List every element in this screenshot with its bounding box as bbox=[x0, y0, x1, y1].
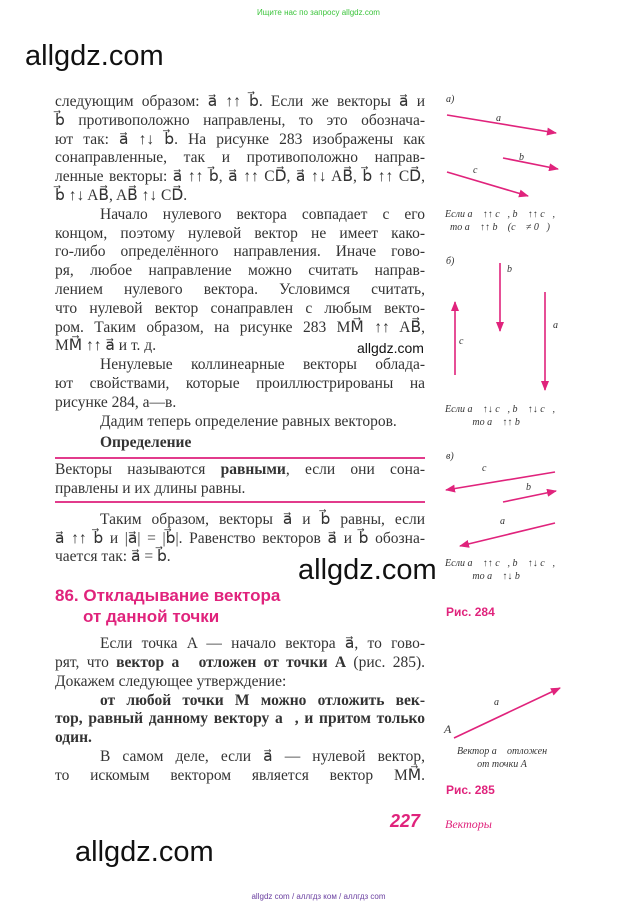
vector-label: c⃗ bbox=[459, 336, 472, 347]
text-line: Если точка A — начало вектора a⃗, то гово- bbox=[100, 635, 425, 653]
text: Векторы называются bbox=[55, 461, 221, 479]
definition-title: Определение bbox=[100, 434, 192, 452]
text-line: b⃗ противоположно направлены, то это обознача- bbox=[55, 111, 425, 129]
bold-term: вектор a⃗ отложен от точки A bbox=[116, 653, 347, 671]
text-line: рисунке 284, а—в. bbox=[55, 393, 177, 411]
text-line: концом, поэтому нулевой вектор не имеет како- bbox=[55, 224, 425, 242]
text-line: следующим образом: a⃗ ↑↑ b⃗. Если же векторы a⃗ и bbox=[55, 93, 425, 110]
panel-label: в) bbox=[446, 451, 454, 462]
text-line: a⃗ ↑↑ b⃗ и |a⃗| = |b⃗|. Равенство векторов a⃗ и b⃗ обозна- bbox=[55, 529, 425, 547]
text-line: b⃗ ↑↓ AB⃗, AB⃗ ↑↓ CD⃗. bbox=[55, 186, 188, 204]
text-line: чается так: a⃗ = b⃗. bbox=[55, 548, 171, 566]
text-line: ленные векторы: a⃗ ↑↑ b⃗, a⃗ ↑↑ CD⃗, a⃗ ↑↓ AB⃗, b⃗ ↑↑ CD⃗, bbox=[55, 168, 425, 186]
section-title: Откладывание вектора bbox=[83, 586, 281, 606]
panel-label: а) bbox=[446, 94, 455, 105]
text-line: Начало нулевого вектора совпадает с его bbox=[100, 205, 425, 223]
note-line: то a⃗ ↑↓ b⃗ bbox=[472, 571, 528, 582]
section-number: 86. bbox=[55, 586, 79, 606]
figure-note bbox=[445, 403, 555, 429]
text: рят, что bbox=[55, 653, 117, 671]
vector-label: b⃗ bbox=[526, 482, 539, 493]
vector-label: b⃗ bbox=[519, 152, 532, 163]
note-line: то a⃗ ↑↑ b⃗ bbox=[472, 417, 528, 428]
text-line: сонаправленные, так и противоположно направ- bbox=[55, 149, 425, 167]
text-line: ют свойствами, которые проиллюстрированы на bbox=[55, 374, 425, 392]
text-line: В самом деле, если a⃗ — нулевой вектор, bbox=[100, 747, 425, 765]
vector-label: c⃗ bbox=[473, 165, 486, 176]
vector-label: b⃗ bbox=[507, 264, 520, 275]
text-line: Докажем следующее утверждение: bbox=[55, 672, 287, 690]
page-number: 227 bbox=[390, 811, 421, 831]
paragraph: Дадим теперь определение равных векторов. bbox=[100, 412, 397, 430]
note-line: Если a⃗ ↑↓ c⃗, b⃗ ↑↓ c⃗, bbox=[445, 404, 555, 415]
text-line: Таким образом, векторы a⃗ и b⃗ равны, если bbox=[100, 510, 425, 528]
vector-label: c⃗ bbox=[482, 463, 495, 474]
text-line: лением нулевого вектора. Условимся считать, bbox=[55, 280, 425, 298]
text-line: го-либо определённого направления. Иначе гово- bbox=[55, 243, 425, 261]
text: правлены и их длины равны. bbox=[55, 479, 246, 497]
text-line: ря, любое направление можно считать направ- bbox=[55, 262, 425, 280]
watermark: allgdz.com bbox=[357, 340, 424, 356]
watermark: allgdz.com bbox=[298, 554, 437, 586]
vector-c-arrow bbox=[447, 172, 528, 196]
vector-label: a⃗ bbox=[494, 697, 507, 708]
vector-label: a⃗ bbox=[496, 113, 509, 124]
text-line: MM⃗ ↑↑ a⃗ и т. д. bbox=[55, 337, 157, 355]
point-label: A bbox=[444, 722, 452, 736]
text: (рис. 285). bbox=[346, 653, 425, 671]
figure-note bbox=[445, 208, 555, 234]
watermark: allgdz.com bbox=[25, 40, 164, 72]
text-line: тор, равный данному вектору a⃗, и притом только bbox=[55, 710, 425, 728]
running-head: Векторы bbox=[445, 817, 492, 831]
note-line: от точки A bbox=[477, 759, 527, 770]
text-line: ром. Таким образом, на рисунке 283 MM⃗ ↑↑ AB⃗, bbox=[55, 318, 425, 336]
footer-links: allgdz com / аллгдз ком / аллгдз com bbox=[251, 892, 386, 901]
note-line: Если a⃗ ↑↑ c⃗, b⃗ ↑↑ c⃗, bbox=[445, 209, 555, 220]
text-line: то искомым вектором является вектор MM⃗. bbox=[55, 766, 425, 784]
note-line: Если a⃗ ↑↑ c⃗, b⃗ ↑↓ c⃗, bbox=[445, 558, 555, 569]
vector-label: a⃗ bbox=[553, 320, 566, 331]
note-line: Вектор a⃗ отложен bbox=[456, 746, 548, 757]
vector-a-arrow bbox=[454, 688, 560, 738]
figure-caption: Рис. 284 bbox=[446, 605, 495, 619]
figure-note bbox=[445, 557, 555, 583]
note-line: то a⃗ ↑↑ b⃗ (c⃗ ≠ 0⃗) bbox=[450, 222, 550, 233]
panel-label: б) bbox=[446, 256, 455, 267]
header-note: Ищите нас по запросу allgdz.com bbox=[257, 8, 380, 17]
bold-term: равными bbox=[220, 461, 286, 479]
text-line: что нулевой вектор сонаправлен с любым векто- bbox=[55, 299, 425, 317]
text-line: ют так: a⃗ ↑↓ b⃗. На рисунке 283 изображены как bbox=[55, 130, 425, 148]
text-line: Ненулевые коллинеарные векторы облада- bbox=[100, 356, 425, 374]
figure-caption: Рис. 285 bbox=[446, 783, 495, 797]
watermark: allgdz.com bbox=[75, 836, 214, 868]
text: , если они сона- bbox=[285, 461, 425, 479]
figure-note bbox=[447, 745, 557, 771]
text-line: от любой точки M можно отложить век- bbox=[100, 691, 425, 709]
vector-label: a⃗ bbox=[500, 516, 513, 527]
text-line: один. bbox=[55, 729, 92, 747]
section-title: от данной точки bbox=[83, 607, 220, 627]
